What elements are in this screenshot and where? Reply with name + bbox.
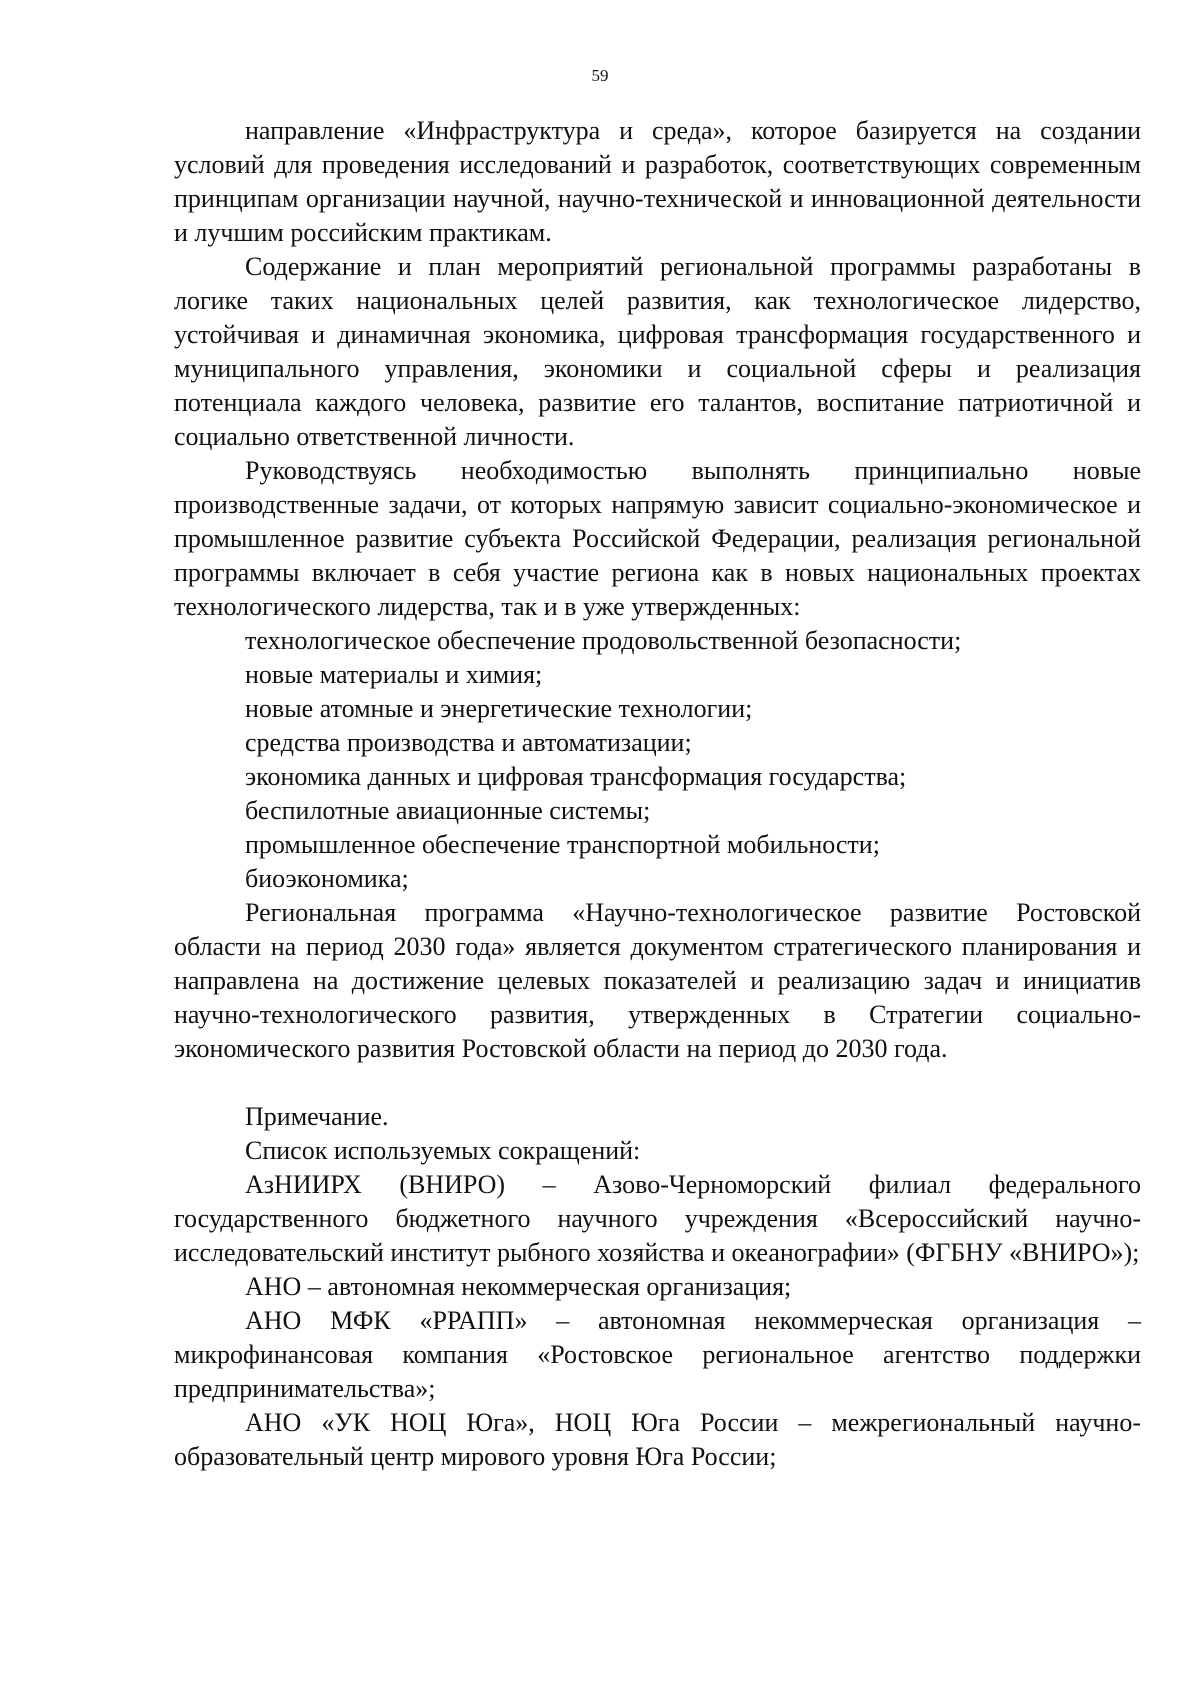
- abbreviation-item: АНО МФК «РРАПП» – автономная некоммерческая организация – микрофинансовая компания «Ростовское региональное агентство поддержки предпринимательства»;: [174, 1306, 1141, 1403]
- abbreviation-item: АНО – автономная некоммерческая организация;: [245, 1272, 792, 1301]
- abbreviation-item: АзНИИРХ (ВНИРО) – Азово-Черноморский филиал федерального государственного бюджетного научного учреждения «Всероссийский научно-исследовательский институт рыбного хозяйства и океанографии» (ФГБНУ «ВНИРО»);: [174, 1170, 1141, 1267]
- list-item: новые атомные и энергетические технологии;: [245, 694, 753, 723]
- list-item: технологическое обеспечение продовольственной безопасности;: [245, 626, 962, 655]
- note-title: Примечание.: [245, 1102, 389, 1131]
- list-item: средства производства и автоматизации;: [245, 728, 692, 757]
- paragraph-infrastructure: направление «Инфраструктура и среда», которое базируется на создании условий для проведения исследований и разработок, соответствующих современным принципам организации научной, научно-технической и инновационной деятельности и лучшим российским практикам.: [174, 116, 1141, 247]
- paragraph-national-goals: Содержание и план мероприятий региональной программы разработаны в логике таких национальных целей развития, как технологическое лидерство, устойчивая и динамичная экономика, цифровая трансформация государственного и муниципального управления, экономики и социальной сферы и реализация потенциала каждого человека, развитие его талантов, воспитание патриотичной и социально ответственной личности.: [174, 252, 1141, 451]
- list-item: новые материалы и химия;: [245, 660, 543, 689]
- abbreviation-item: АНО «УК НОЦ Юга», НОЦ Юга России – межрегиональный научно-образовательный центр мирового уровня Юга России;: [174, 1408, 1141, 1471]
- note-section: [174, 1100, 1141, 1474]
- list-item: экономика данных и цифровая трансформация государства;: [245, 762, 907, 791]
- paragraph-technology-leadership: Руководствуясь необходимостью выполнять принципиально новые производственные задачи, от которых напрямую зависит социально-экономическое и промышленное развитие субъекта Российской Федерации, реализация региональной программы включает в себя участие региона как в новых национальных проектах технологического лидерства, так и в уже утвержденных:: [174, 456, 1141, 621]
- list-item: промышленное обеспечение транспортной мобильности;: [245, 830, 880, 859]
- list-item: беспилотные авиационные системы;: [245, 796, 651, 825]
- list-item: биоэкономика;: [245, 864, 409, 893]
- national-projects-list: [174, 624, 1141, 896]
- page-number: 59: [591, 66, 609, 85]
- document-body: [174, 114, 1141, 1474]
- paragraph-regional-program: Региональная программа «Научно-технологическое развитие Ростовской области на период 2030 года» является документом стратегического планирования и направлена на достижение целевых показателей и реализацию задач и инициатив научно-технологического развития, утвержденных в Стратегии социально-экономического развития Ростовской области на период до 2030 года.: [174, 898, 1141, 1063]
- abbreviations-list-title: Список используемых сокращений:: [245, 1136, 641, 1165]
